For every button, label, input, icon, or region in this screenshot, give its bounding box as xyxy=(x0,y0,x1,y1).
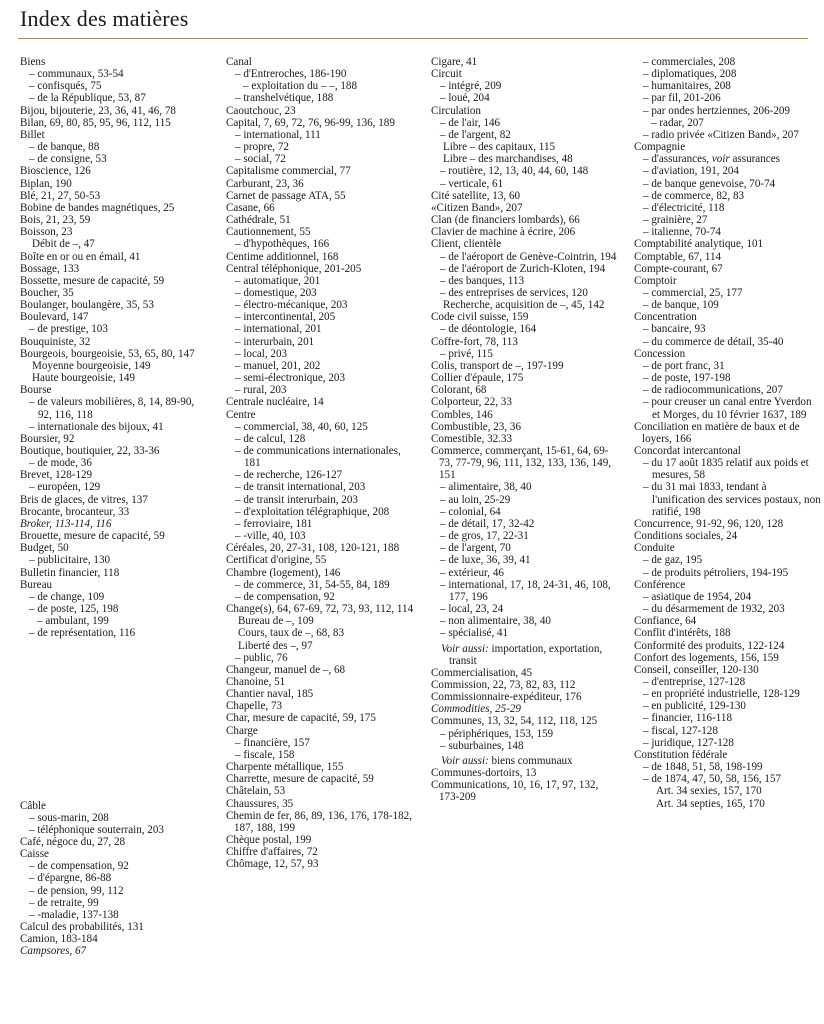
index-entry: Bossage, 133 xyxy=(20,262,80,275)
index-entry: Commercialisation, 45 xyxy=(431,666,533,679)
index-subentry: – de poste, 197-198 xyxy=(634,372,822,384)
index-entry: Charge xyxy=(226,724,258,737)
index-entry: Chemin de fer, 86, 89, 136, 176, 178-182, 187, 188, 199 xyxy=(226,809,412,834)
index-entry: Combles, 146 xyxy=(431,408,493,421)
index-subentry: – du 17 août 1835 relatif aux poids et mesures, 58 xyxy=(634,457,822,481)
index-subentry: – de prestige, 103 xyxy=(20,323,208,335)
index-subentry: Moyenne bourgeoisie, 149 xyxy=(32,359,151,372)
index-entry: Conseil, conseiller, 120-130 xyxy=(634,663,759,676)
index-entry: Carnet de passage ATA, 55 xyxy=(226,189,346,202)
index-subentry: – confisqués, 75 xyxy=(20,80,208,92)
index-column-2 xyxy=(226,56,414,870)
index-subentry: – privé, 115 xyxy=(431,348,619,360)
index-entry: Brevet, 128-129 xyxy=(20,469,93,482)
index-entry: Cigare, 41 xyxy=(431,56,478,68)
index-subentry: – spécialisé, 41 xyxy=(431,627,619,639)
index-entry: Conciliation en matière de baux et de loyers, 166 xyxy=(634,420,800,445)
index-entry: Boulevard, 147 xyxy=(20,311,89,324)
index-entry: Boursier, 92 xyxy=(20,432,75,445)
index-subentry: Art. 34 septies, 165, 170 xyxy=(656,797,765,810)
index-subentry: – ferroviaire, 181 xyxy=(226,518,414,530)
index-entry: Colis, transport de –, 197-199 xyxy=(431,359,564,372)
index-subentry: – de 1848, 51, 58, 198-199 xyxy=(634,761,822,773)
index-subentry: – local, 23, 24 xyxy=(431,603,619,615)
index-subentry: – sous-marin, 208 xyxy=(20,812,208,824)
index-entry: Central téléphonique, 201-205 xyxy=(226,262,362,275)
index-entry: Broker, 113-114, 116 xyxy=(20,517,112,530)
index-subentry: – en publicité, 129-130 xyxy=(634,700,822,712)
index-entry: Comestible, 32.33 xyxy=(431,432,513,445)
index-subentry: – propre, 72 xyxy=(226,141,414,153)
index-subentry: – public, 76 xyxy=(226,652,414,664)
index-entry: Circuit xyxy=(431,68,462,81)
index-subentry: – de l'air, 146 xyxy=(431,117,619,129)
index-entry: Certificat d'origine, 55 xyxy=(226,554,327,567)
index-entry: Chaussures, 35 xyxy=(226,797,294,810)
index-subentry: – italienne, 70-74 xyxy=(634,226,822,238)
index-entry: Caoutchouc, 23 xyxy=(226,104,296,117)
index-entry: Conditions sociales, 24 xyxy=(634,530,738,543)
index-subentry: Liberté des –, 97 xyxy=(238,639,313,652)
index-subentry: – domestique, 203 xyxy=(226,287,414,299)
index-subentry: – de luxe, 36, 39, 41 xyxy=(431,554,619,566)
index-subentry: Haute bourgeoisie, 149 xyxy=(32,372,136,385)
index-entry: Change(s), 64, 67-69, 72, 73, 93, 112, 114 xyxy=(226,603,414,616)
index-entry: Combustible, 23, 36 xyxy=(431,420,521,433)
index-entry: Capitalisme commercial, 77 xyxy=(226,165,351,178)
title-divider xyxy=(18,38,808,39)
index-entry: Communes, 13, 32, 54, 112, 118, 125 xyxy=(431,715,598,728)
index-entry: Concentration xyxy=(634,311,697,324)
index-entry: Concordat intercantonal xyxy=(634,445,741,457)
index-entry: Chantier naval, 185 xyxy=(226,688,314,701)
index-entry: Compte-courant, 67 xyxy=(634,262,723,275)
index-entry: Collier d'épaule, 175 xyxy=(431,372,524,385)
index-subentry: – de l'argent, 82 xyxy=(431,129,619,141)
index-subentry: – internationale des bijoux, 41 xyxy=(20,421,208,433)
index-subentry: – financier, 116-118 xyxy=(634,712,822,724)
index-subentry: Débit de –, 47 xyxy=(32,238,95,251)
index-subentry: – de compensation, 92 xyxy=(20,860,208,872)
index-subentry: Recherche, acquisition de –, 45, 142 xyxy=(443,299,605,312)
index-entry: Concession xyxy=(634,347,686,360)
index-entry: Billet xyxy=(20,128,45,141)
index-entry: Camion, 183-184 xyxy=(20,933,98,946)
index-subentry: – de transit international, 203 xyxy=(226,481,414,493)
index-subentry: – verticale, 61 xyxy=(431,178,619,190)
index-entry: Comptable, 67, 114 xyxy=(634,250,722,263)
index-subentry: – exploitation du – –, 188 xyxy=(226,80,414,92)
index-subentry: – de banque genevoise, 70-74 xyxy=(634,178,822,190)
column-spacer xyxy=(20,640,208,800)
index-entry: Bourgeois, bourgeoisie, 53, 65, 80, 147 xyxy=(20,347,195,360)
index-entry: Conduite xyxy=(634,542,675,555)
index-subentry: – radar, 207 xyxy=(634,117,822,129)
index-entry: Conflit d'intérêts, 188 xyxy=(634,627,731,640)
index-entry: Chèque postal, 199 xyxy=(226,834,312,846)
index-entry: Bouquiniste, 32 xyxy=(20,335,91,348)
index-entry: Cautionnement, 55 xyxy=(226,226,311,239)
index-subentry: – de mode, 36 xyxy=(20,457,208,469)
index-subentry: – de banque, 109 xyxy=(634,299,822,311)
index-entry: Chambre (logement), 146 xyxy=(226,566,341,579)
index-subentry: – d'hypothèques, 166 xyxy=(226,238,414,250)
index-subentry: – commercial, 25, 177 xyxy=(634,287,822,299)
index-entry: Client, clientèle xyxy=(431,238,502,251)
index-subentry: – des banques, 113 xyxy=(431,275,619,287)
index-subentry: – colonial, 64 xyxy=(431,506,619,518)
index-entry: Caisse xyxy=(20,848,49,861)
index-subentry: – d'assurances, voir assurances xyxy=(634,153,822,165)
index-subentry: – -ville, 40, 103 xyxy=(226,530,414,542)
index-subentry: – périphériques, 153, 159 xyxy=(431,728,619,740)
index-subentry: – radio privée «Citizen Band», 207 xyxy=(634,129,822,141)
index-entry: Confort des logements, 156, 159 xyxy=(634,651,779,664)
index-subentry: Art. 34 sexies, 157, 170 xyxy=(656,785,762,798)
index-entry: Coffre-fort, 78, 113 xyxy=(431,335,518,348)
index-subentry: – automatique, 201 xyxy=(226,275,414,287)
index-entry: Boulanger, boulangère, 35, 53 xyxy=(20,299,154,312)
index-entry: Commissionnaire-expéditeur, 176 xyxy=(431,691,582,704)
index-subentry: – de produits pétroliers, 194-195 xyxy=(634,567,822,579)
index-subentry: – fiscale, 158 xyxy=(226,749,414,761)
index-subentry: – suburbaines, 148 xyxy=(431,740,619,752)
index-subentry: – par ondes hertziennes, 206-209 xyxy=(634,105,822,117)
index-subentry: – de transit interurbain, 203 xyxy=(226,494,414,506)
index-subentry: – fiscal, 127-128 xyxy=(634,725,822,737)
index-subentry: – commerciales, 208 xyxy=(634,56,822,68)
index-subentry: – asiatique de 1954, 204 xyxy=(634,591,822,603)
index-entry: Châtelain, 53 xyxy=(226,785,286,798)
index-entry: Commerce, commerçant, 15-61, 64, 69-73, 77-79, 96, 111, 132, 133, 136, 149, 151 xyxy=(431,445,612,482)
index-subentry: – juridique, 127-128 xyxy=(634,737,822,749)
index-entry: Biplan, 190 xyxy=(20,177,72,190)
index-entry: Capital, 7, 69, 72, 76, 96-99, 136, 189 xyxy=(226,116,395,129)
index-subentry: – électro-mécanique, 203 xyxy=(226,299,414,311)
index-subentry: – de commerce, 82, 83 xyxy=(634,190,822,202)
index-subentry: – financière, 157 xyxy=(226,737,414,749)
index-entry: Clan (de financiers lombards), 66 xyxy=(431,214,580,227)
index-entry: Chanoine, 51 xyxy=(226,675,286,688)
index-entry: Boîte en or ou en émail, 41 xyxy=(20,250,141,263)
index-entry: Calcul des probabilités, 131 xyxy=(20,921,144,934)
index-subentry: – d'entreprise, 127-128 xyxy=(634,676,822,688)
index-subentry: – -maladie, 137-138 xyxy=(20,909,208,921)
index-entry: «Citizen Band», 207 xyxy=(431,201,523,214)
index-subentry: – de communications internationales, 181 xyxy=(226,445,414,469)
index-subentry: – non alimentaire, 38, 40 xyxy=(431,615,619,627)
index-entry: Café, négoce du, 27, 28 xyxy=(20,835,126,848)
index-subentry: – d'électricité, 118 xyxy=(634,202,822,214)
index-entry: Charpente métallique, 155 xyxy=(226,761,344,774)
index-subentry: – de la République, 53, 87 xyxy=(20,92,208,104)
index-subentry: – de gaz, 195 xyxy=(634,554,822,566)
index-subentry: – semi-électronique, 203 xyxy=(226,372,414,384)
index-subentry: – de radiocommunications, 207 xyxy=(634,384,822,396)
index-subentry: – de gros, 17, 22-31 xyxy=(431,530,619,542)
index-subentry: – local, 203 xyxy=(226,348,414,360)
index-subentry: – commercial, 38, 40, 60, 125 xyxy=(226,421,414,433)
index-entry: Char, mesure de capacité, 59, 175 xyxy=(226,712,376,725)
index-subentry: – de poste, 125, 198 xyxy=(20,603,208,615)
index-entry: Bris de glaces, de vitres, 137 xyxy=(20,493,148,506)
index-subentry: – publicitaire, 130 xyxy=(20,554,208,566)
index-subentry: – d'aviation, 191, 204 xyxy=(634,165,822,177)
see-also-text: importation, exportation, transit xyxy=(449,642,603,667)
see-also-label: Voir aussi: xyxy=(441,754,489,767)
index-subentry: – de représentation, 116 xyxy=(20,627,208,639)
index-subentry: – du désarmement de 1932, 203 xyxy=(634,603,822,615)
index-subentry: – humanitaires, 208 xyxy=(634,80,822,92)
index-entry: Centrale nucléaire, 14 xyxy=(226,396,324,409)
index-subentry: – alimentaire, 38, 40 xyxy=(431,481,619,493)
index-entry: Commodities, 25-29 xyxy=(431,703,521,716)
index-entry: Budget, 50 xyxy=(20,542,69,555)
index-entry: Constitution fédérale xyxy=(634,748,728,761)
index-entry: Code civil suisse, 159 xyxy=(431,311,529,324)
see-also-label: Voir aussi: xyxy=(441,642,489,655)
index-subentry: – de commerce, 31, 54-55, 84, 189 xyxy=(226,579,414,591)
index-entry: Bourse xyxy=(20,384,52,397)
index-subentry: – de 1874, 47, 50, 58, 156, 157 xyxy=(634,773,822,785)
index-entry: Colorant, 68 xyxy=(431,384,487,397)
index-column-1 xyxy=(20,56,208,958)
index-entry: Conférence xyxy=(634,578,686,591)
index-entry: Communications, 10, 16, 17, 97, 132, 173-209 xyxy=(431,779,599,804)
index-subentry xyxy=(431,643,619,667)
index-entry: Boisson, 23 xyxy=(20,226,73,239)
index-entry: Carburant, 23, 36 xyxy=(226,177,304,190)
index-subentry: – des entreprises de services, 120 xyxy=(431,287,619,299)
index-entry: Bioscience, 126 xyxy=(20,165,91,178)
index-subentry: – de valeurs mobilières, 8, 14, 89-90, 92, 116, 118 xyxy=(20,396,208,420)
index-subentry: Bureau de –, 109 xyxy=(238,615,314,628)
index-entry: Bois, 21, 23, 59 xyxy=(20,214,91,227)
index-entry: Chômage, 12, 57, 93 xyxy=(226,858,319,871)
index-entry: Bureau xyxy=(20,578,53,591)
index-subentry: Libre – des capitaux, 115 xyxy=(443,141,556,154)
index-entry: Concurrence, 91-92, 96, 120, 128 xyxy=(634,517,784,530)
index-entry: Commission, 22, 73, 82, 83, 112 xyxy=(431,678,576,691)
index-subentry: – de compensation, 92 xyxy=(226,591,414,603)
index-subentry: – loué, 204 xyxy=(431,92,619,104)
index-subentry: – téléphonique souterrain, 203 xyxy=(20,824,208,836)
index-column-4 xyxy=(634,56,822,810)
index-entry: Bossette, mesure de capacité, 59 xyxy=(20,274,165,287)
index-subentry: – grainière, 27 xyxy=(634,214,822,226)
index-subentry: – de port franc, 31 xyxy=(634,360,822,372)
index-subentry: – intégré, 209 xyxy=(431,80,619,92)
index-entry: Colporteur, 22, 33 xyxy=(431,396,512,409)
index-subentry: – de calcul, 128 xyxy=(226,433,414,445)
index-subentry: – d'Entreroches, 186-190 xyxy=(226,68,414,80)
index-entry: Comptoir xyxy=(634,274,677,287)
index-entry: Câble xyxy=(20,799,46,812)
index-entry: Changeur, manuel de –, 68 xyxy=(226,663,346,676)
index-subentry: – de consigne, 53 xyxy=(20,153,208,165)
page-title: Index des matières xyxy=(20,6,189,31)
index-entry: Bulletin financier, 118 xyxy=(20,566,120,579)
index-entry: Chapelle, 73 xyxy=(226,700,283,713)
index-subentry: – de l'argent, 70 xyxy=(431,542,619,554)
index-entry: Casane, 66 xyxy=(226,201,275,214)
index-subentry: – interurbain, 201 xyxy=(226,336,414,348)
index-entry: Biens xyxy=(20,56,46,68)
index-entry: Conformité des produits, 122-124 xyxy=(634,639,785,652)
index-subentry: – de recherche, 126-127 xyxy=(226,469,414,481)
index-entry: Cathédrale, 51 xyxy=(226,214,291,227)
index-subentry: – de banque, 88 xyxy=(20,141,208,153)
index-subentry: Libre – des marchandises, 48 xyxy=(443,153,573,166)
index-subentry: – communaux, 53-54 xyxy=(20,68,208,80)
index-subentry: – transhelvétique, 188 xyxy=(226,92,414,104)
index-entry: Cité satellite, 13, 60 xyxy=(431,189,521,202)
index-subentry: – social, 72 xyxy=(226,153,414,165)
index-subentry: – de retraite, 99 xyxy=(20,897,208,909)
index-subentry: – européen, 129 xyxy=(20,481,208,493)
index-entry: Boutique, boutiquier, 22, 33-36 xyxy=(20,445,160,457)
index-entry: Confiance, 64 xyxy=(634,615,697,628)
index-subentry: – international, 201 xyxy=(226,323,414,335)
index-entry: Comptabilité analytique, 101 xyxy=(634,238,764,251)
index-subentry: – au loin, 25-29 xyxy=(431,494,619,506)
index-subentry: – rural, 203 xyxy=(226,384,414,396)
index-entry: Canal xyxy=(226,56,252,68)
index-subentry: – par fil, 201-206 xyxy=(634,92,822,104)
index-entry: Compagnie xyxy=(634,141,686,154)
index-entry: Bijou, bijouterie, 23, 36, 41, 46, 78 xyxy=(20,104,176,117)
index-entry: Brouette, mesure de capacité, 59 xyxy=(20,530,165,543)
index-subentry: – manuel, 201, 202 xyxy=(226,360,414,372)
index-entry: Brocante, brocanteur, 33 xyxy=(20,505,130,518)
index-entry: Bobine de bandes magnétiques, 25 xyxy=(20,201,175,214)
see-also-text: biens communaux xyxy=(488,754,573,767)
index-subentry: – en propriété industrielle, 128-129 xyxy=(634,688,822,700)
index-subentry: Cours, taux de –, 68, 83 xyxy=(238,627,344,640)
index-entry: Centime additionnel, 168 xyxy=(226,250,339,263)
index-subentry: – du commerce de détail, 35-40 xyxy=(634,336,822,348)
index-subentry: – bancaire, 93 xyxy=(634,323,822,335)
index-subentry: – de pension, 99, 112 xyxy=(20,885,208,897)
index-entry: Centre xyxy=(226,408,256,421)
index-subentry: – routière, 12, 13, 40, 44, 60, 148 xyxy=(431,165,619,177)
index-subentry: – international, 111 xyxy=(226,129,414,141)
index-subentry: – de l'aéroport de Genève-Cointrin, 194 xyxy=(431,251,619,263)
index-entry: Boucher, 35 xyxy=(20,286,74,299)
index-subentry xyxy=(431,755,619,767)
index-subentry: – d'épargne, 86-88 xyxy=(20,872,208,884)
index-subentry: – de change, 109 xyxy=(20,591,208,603)
index-entry: Bilan, 69, 80, 85, 95, 96, 112, 115 xyxy=(20,116,171,129)
index-subentry: – de détail, 17, 32-42 xyxy=(431,518,619,530)
index-entry: Clavier de machine à écrire, 206 xyxy=(431,226,576,239)
index-subentry: – extérieur, 46 xyxy=(431,567,619,579)
index-entry: Blé, 21, 27, 50-53 xyxy=(20,189,101,202)
index-entry: Charrette, mesure de capacité, 59 xyxy=(226,773,374,786)
index-subentry: – ambulant, 199 xyxy=(20,615,208,627)
index-entry: Communes-dortoirs, 13 xyxy=(431,767,537,780)
index-subentry: – de déontologie, 164 xyxy=(431,323,619,335)
index-entry: Céréales, 20, 27-31, 108, 120-121, 188 xyxy=(226,542,400,555)
index-subentry: – de l'aéroport de Zurich-Kloten, 194 xyxy=(431,263,619,275)
index-subentry: – diplomatiques, 208 xyxy=(634,68,822,80)
index-subentry: – international, 17, 18, 24-31, 46, 108, 177, 196 xyxy=(431,579,619,603)
index-entry: Campsores, 67 xyxy=(20,945,87,958)
index-subentry: – pour creuser un canal entre Yverdon et Morges, du 10 février 1637, 189 xyxy=(634,396,822,420)
index-entry: Chiffre d'affaires, 72 xyxy=(226,846,318,859)
index-subentry: – d'exploitation télégraphique, 208 xyxy=(226,506,414,518)
index-subentry: – du 31 mai 1833, tendant à l'unification des services postaux, non ratifié, 198 xyxy=(634,481,822,517)
index-subentry: – intercontinental, 205 xyxy=(226,311,414,323)
index-column-3 xyxy=(431,56,619,804)
index-entry: Circulation xyxy=(431,104,481,117)
